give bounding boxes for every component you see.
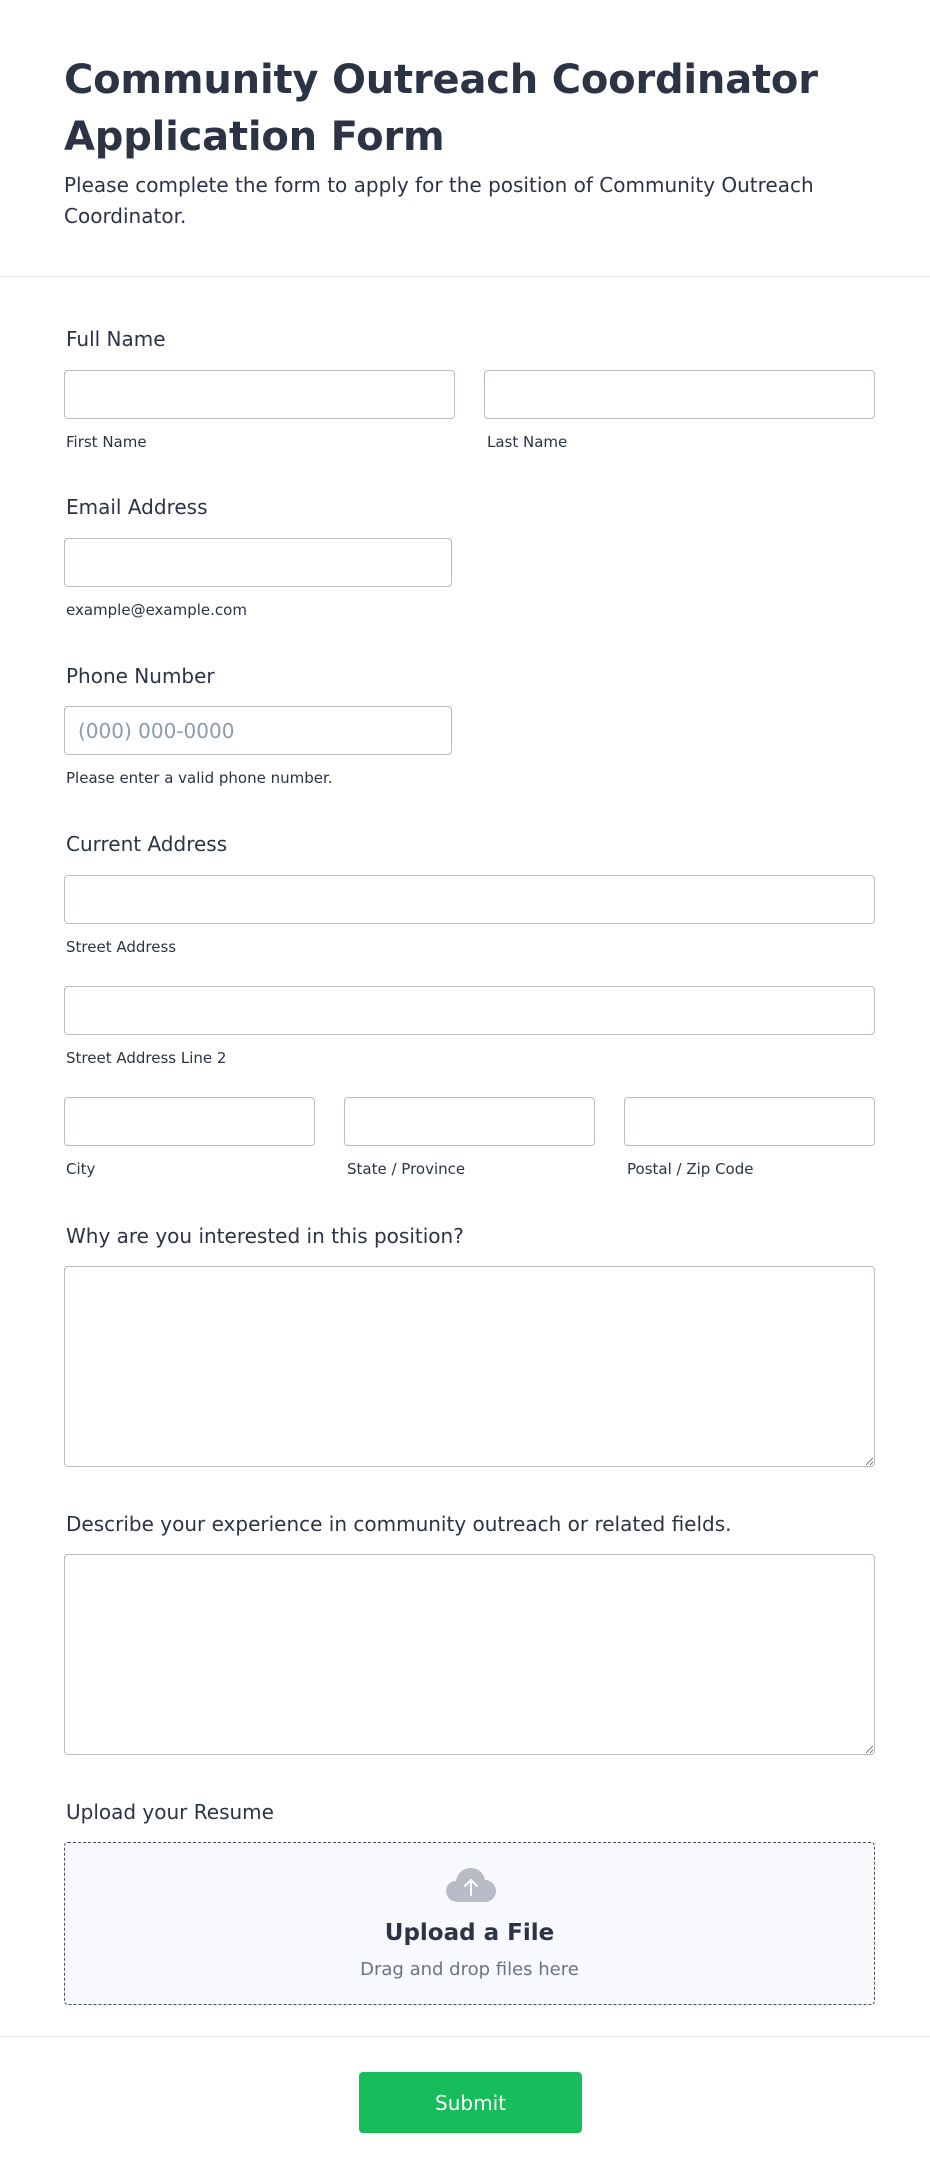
form-description: Please complete the form to apply for the position of Community Outreach Coordinator.	[64, 173, 814, 228]
first-name-input[interactable]	[64, 370, 455, 419]
experience-label: Describe your experience in community outreach or related fields.	[66, 1512, 732, 1536]
street-address-line2-sublabel: Street Address Line 2	[66, 1049, 227, 1067]
cloud-upload-icon	[446, 1868, 496, 1904]
address-label: Current Address	[66, 832, 228, 856]
street-address-line2-input[interactable]	[64, 986, 875, 1035]
first-name-sublabel: First Name	[66, 433, 147, 451]
zip-input[interactable]	[624, 1097, 875, 1146]
email-label: Email Address	[66, 495, 208, 519]
phone-input[interactable]	[64, 706, 452, 755]
upload-title: Upload a File	[384, 1920, 555, 1946]
state-sublabel: State / Province	[347, 1160, 466, 1178]
last-name-sublabel: Last Name	[487, 433, 568, 451]
form-header	[0, 0, 930, 277]
city-sublabel: City	[66, 1160, 96, 1178]
interest-label: Why are you interested in this position?	[66, 1224, 464, 1248]
upload-hint: Drag and drop files here	[360, 1959, 579, 1980]
phone-sublabel: Please enter a valid phone number.	[66, 769, 333, 787]
city-input[interactable]	[64, 1097, 315, 1146]
zip-sublabel: Postal / Zip Code	[627, 1160, 754, 1178]
experience-textarea[interactable]	[64, 1554, 875, 1755]
form-title: Community Outreach Coordinator Application Form	[64, 57, 818, 160]
resume-label: Upload your Resume	[66, 1800, 274, 1824]
street-address-input[interactable]	[64, 875, 875, 924]
street-address-sublabel: Street Address	[66, 938, 177, 956]
interest-textarea[interactable]	[64, 1266, 875, 1467]
submit-button[interactable]: Submit	[359, 2072, 582, 2133]
full-name-label: Full Name	[66, 327, 166, 351]
resume-upload-dropzone[interactable]	[64, 1842, 875, 2005]
email-input[interactable]	[64, 538, 452, 587]
email-sublabel: example@example.com	[66, 601, 247, 619]
last-name-input[interactable]	[484, 370, 875, 419]
phone-label: Phone Number	[66, 664, 215, 688]
footer-divider	[0, 2036, 930, 2037]
state-input[interactable]	[344, 1097, 595, 1146]
